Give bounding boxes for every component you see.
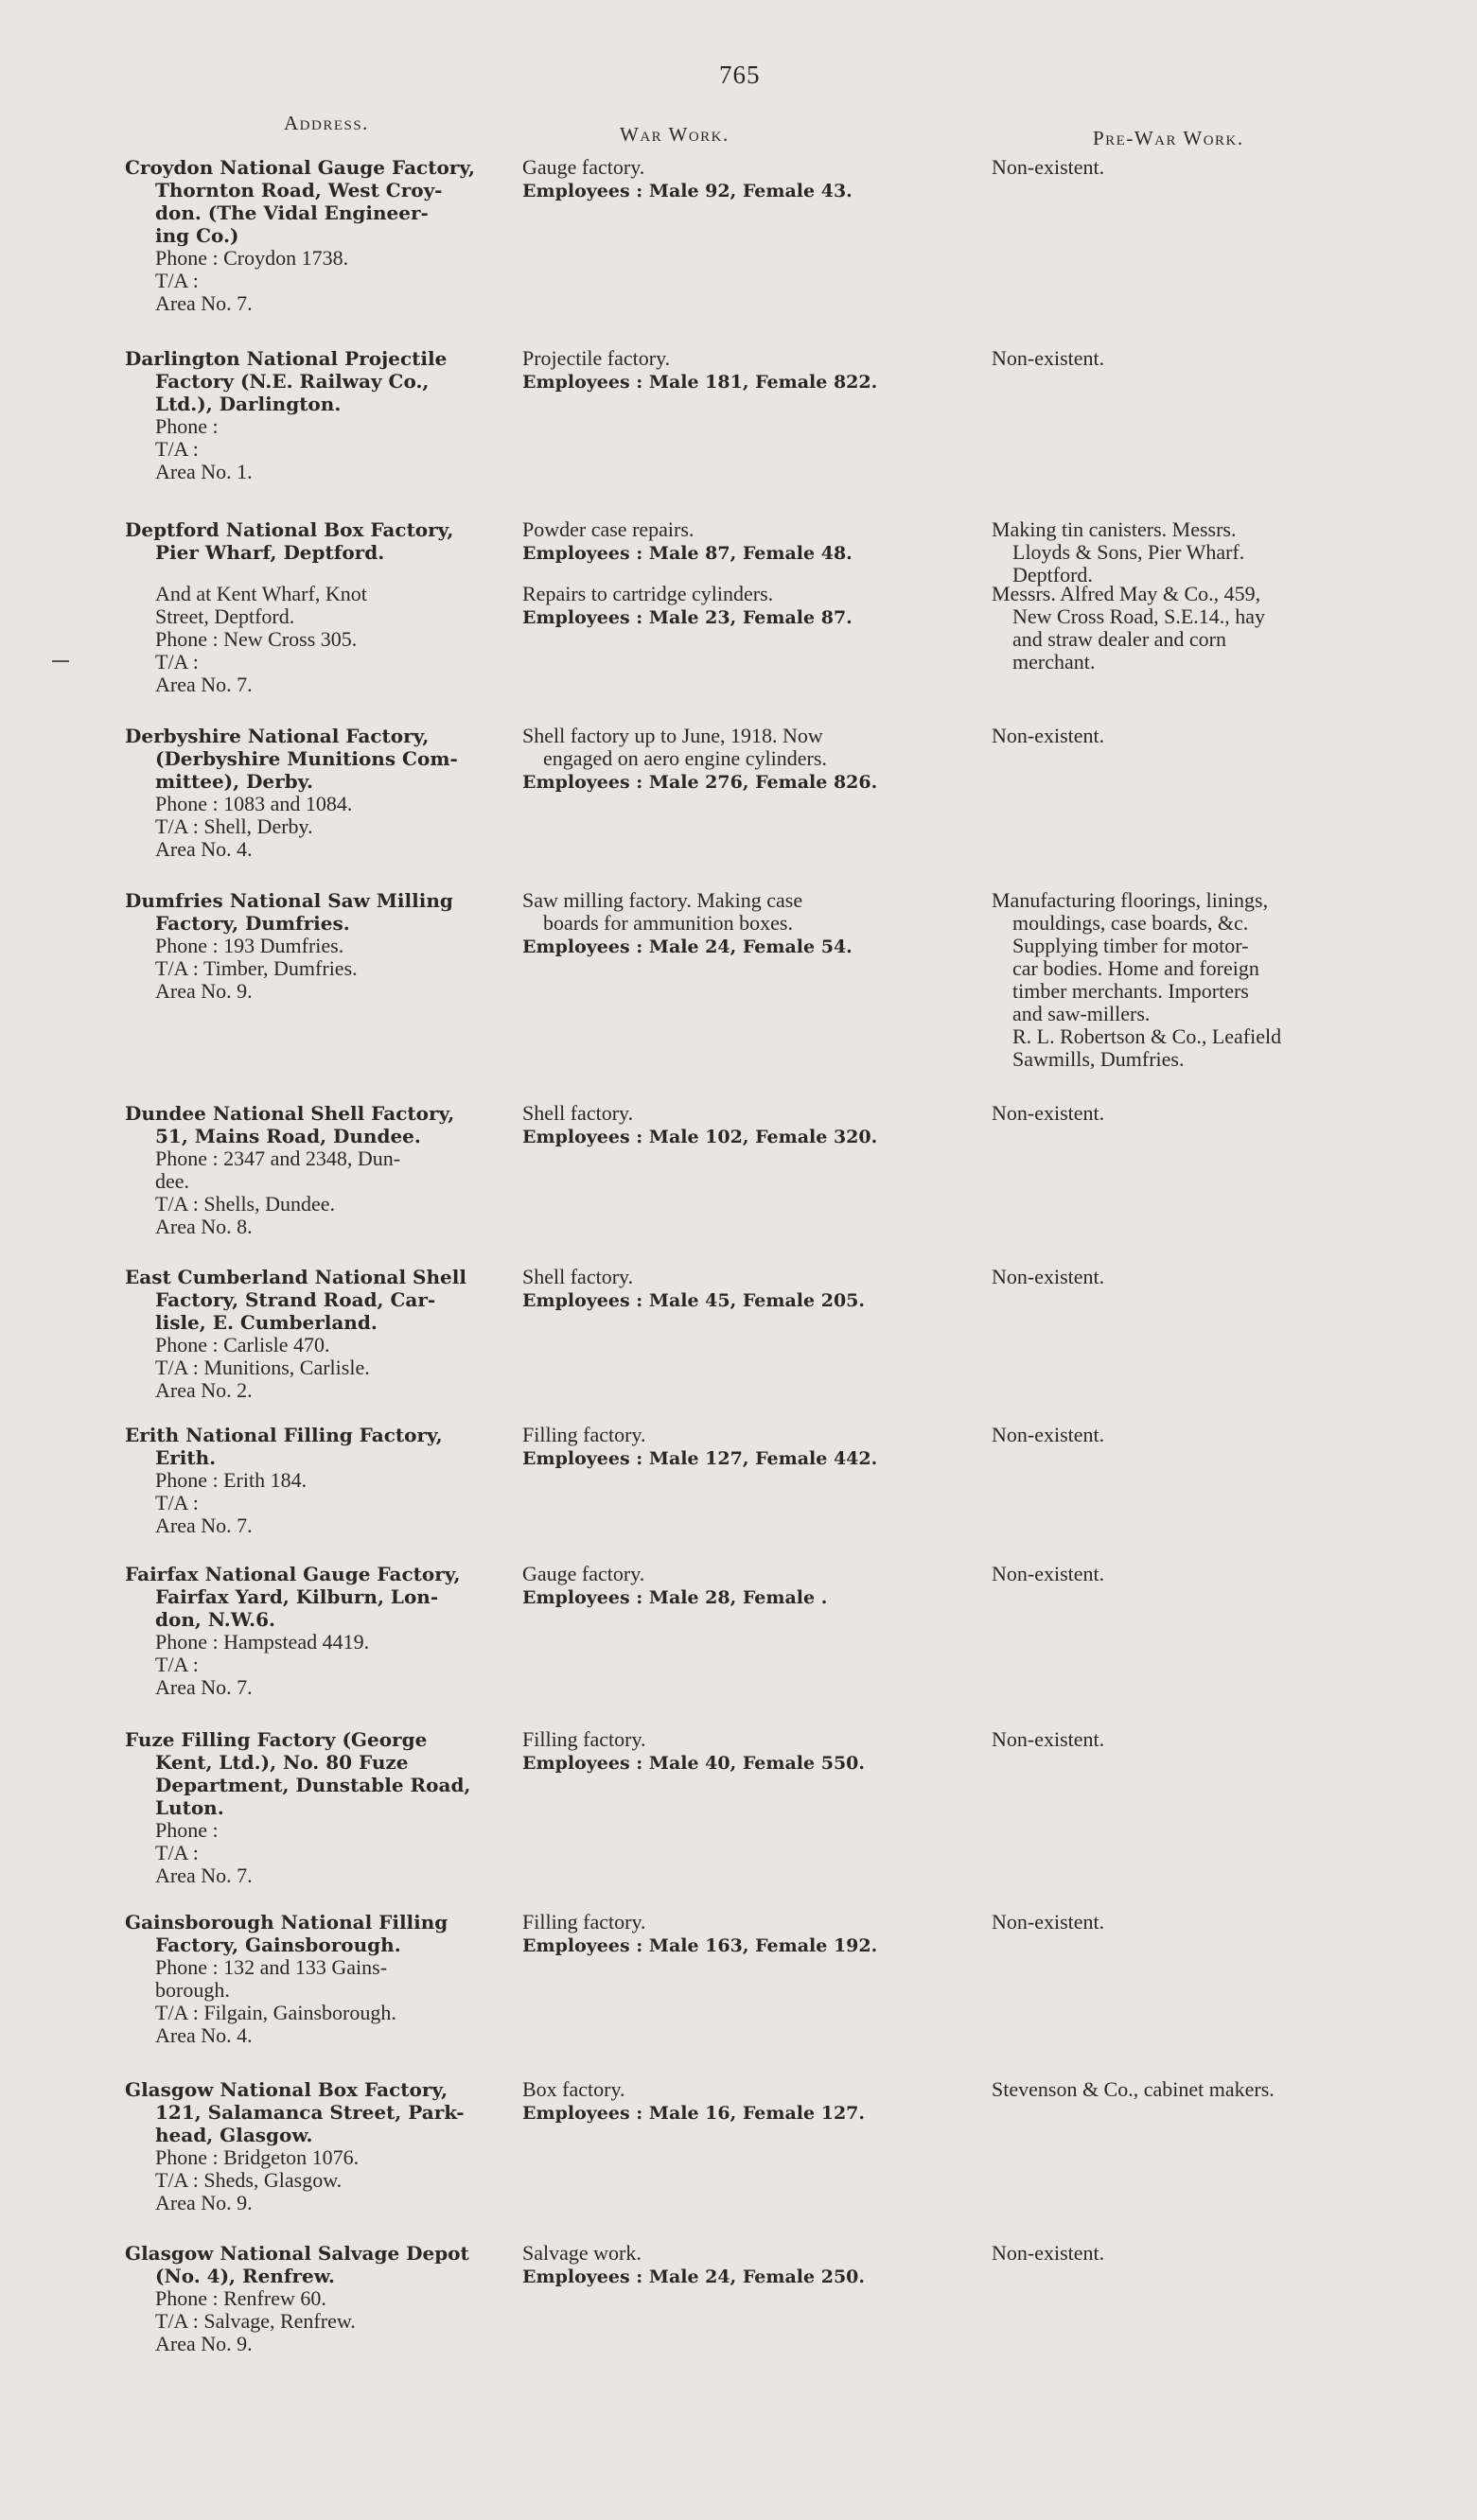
war-work-description: Repairs to cartridge cylinders. <box>522 582 774 605</box>
employees-count: Employees : Male 24, Female 250. <box>522 2266 866 2287</box>
address-cell <box>125 725 503 861</box>
area-number: Area No. 2. <box>155 1378 253 1402</box>
pre-war-work-cell <box>992 347 1380 370</box>
address-line: Street, Deptford. <box>155 604 295 628</box>
pre-war-description: Non-existent. <box>992 1562 1105 1585</box>
pre-war-description: Non-existent. <box>992 1423 1105 1446</box>
phone-line: Phone : Hampstead 4419. <box>155 1630 370 1654</box>
address-line: Luton. <box>155 1796 224 1819</box>
war-work-column-header: War Work. <box>620 123 730 146</box>
war-work-cell <box>522 156 920 203</box>
address-line: Erith. <box>155 1446 217 1469</box>
factory-name: Glasgow National Salvage Depot <box>125 2242 469 2265</box>
address-cell <box>125 156 503 315</box>
phone-line: Phone : 193 Dumfries. <box>155 934 344 957</box>
employees-count: Employees : Male 23, Female 87. <box>522 607 853 628</box>
factory-name: Derbyshire National Factory, <box>125 725 430 747</box>
employees-count: Employees : Male 40, Female 550. <box>522 1753 866 1774</box>
factory-name: Gainsborough National Filling <box>125 1911 448 1934</box>
pre-war-work-cell <box>992 1266 1380 1288</box>
address-line: Thornton Road, West Croy- <box>155 179 443 201</box>
war-work-cell <box>522 1266 920 1313</box>
war-work-description: Saw milling factory. Making case <box>522 888 803 912</box>
war-work-cell <box>522 725 920 795</box>
address-cell <box>125 518 503 564</box>
phone-line: Phone : Croydon 1738. <box>155 246 349 270</box>
phone-line: Phone : <box>155 414 219 438</box>
phone-line: Phone : Carlisle 470. <box>155 1333 330 1356</box>
pre-war-work-cell <box>992 2242 1380 2265</box>
employees-count: Employees : Male 16, Female 127. <box>522 2103 866 2124</box>
address-line: Pier Wharf, Deptford. <box>155 541 385 564</box>
factory-name: Dundee National Shell Factory, <box>125 1102 455 1125</box>
war-work-description: Shell factory. <box>522 1265 634 1288</box>
war-work-description: Gauge factory. <box>522 1562 645 1585</box>
address-line: Ltd.), Darlington. <box>155 393 342 415</box>
address-cell <box>125 1563 503 1699</box>
pre-war-description: mouldings, case boards, &c. <box>1012 911 1249 935</box>
pre-war-description: merchant. <box>1012 650 1096 674</box>
address-cell <box>125 347 503 483</box>
employees-count: Employees : Male 163, Female 192. <box>522 1935 878 1956</box>
area-number: Area No. 1. <box>155 460 253 483</box>
telegraphic-address: T/A : <box>155 437 199 461</box>
address-line: 121, Salamanca Street, Park- <box>155 2101 465 2124</box>
address-cell <box>125 1266 503 1402</box>
factory-name: Deptford National Box Factory, <box>125 518 454 541</box>
area-number: Area No. 4. <box>155 837 253 861</box>
telegraphic-address: T/A : Shell, Derby. <box>155 814 313 838</box>
war-work-cell <box>522 1911 920 1958</box>
address-line: mittee), Derby. <box>155 770 313 793</box>
pre-war-work-cell <box>992 725 1380 747</box>
employees-count: Employees : Male 276, Female 826. <box>522 772 878 793</box>
pre-war-work-cell <box>992 1728 1380 1751</box>
pre-war-description: and saw-millers. <box>1012 1002 1151 1025</box>
address-line: Factory (N.E. Railway Co., <box>155 370 430 393</box>
address-column-header: Address. <box>284 112 369 134</box>
pre-war-work-cell <box>992 889 1380 1071</box>
pre-war-work-cell <box>992 583 1380 674</box>
address-line: (No. 4), Renfrew. <box>155 2265 335 2287</box>
address-cell <box>125 1102 503 1238</box>
area-number: Area No. 4. <box>155 2023 253 2047</box>
area-number: Area No. 9. <box>155 2191 253 2214</box>
pre-war-work-cell <box>992 1563 1380 1585</box>
employees-count: Employees : Male 28, Female . <box>522 1587 828 1608</box>
address-cell <box>125 889 503 1003</box>
address-line: head, Glasgow. <box>155 2124 313 2146</box>
pre-war-description: New Cross Road, S.E.14., hay <box>1012 604 1266 628</box>
factory-name: Erith National Filling Factory, <box>125 1424 443 1446</box>
phone-line: Phone : 132 and 133 Gains- <box>155 1955 388 1979</box>
pre-war-description: Deptford. <box>1012 563 1093 586</box>
pre-war-description: Non-existent. <box>992 155 1105 179</box>
war-work-cell <box>522 2078 920 2126</box>
area-number: Area No. 7. <box>155 1864 253 1887</box>
war-work-cell <box>522 2242 920 2289</box>
phone-line: Phone : Bridgeton 1076. <box>155 2145 360 2169</box>
war-work-cell <box>522 1563 920 1610</box>
address-line: lisle, E. Cumberland. <box>155 1311 378 1334</box>
pre-war-description: Making tin canisters. Messrs. <box>992 517 1237 541</box>
telegraphic-address: T/A : <box>155 1653 199 1676</box>
factory-name: Fairfax National Gauge Factory, <box>125 1563 461 1585</box>
phone-line: Phone : Renfrew 60. <box>155 2286 326 2310</box>
pre-war-work-cell <box>992 1911 1380 1934</box>
address-cell <box>125 583 503 696</box>
pre-war-description: Lloyds & Sons, Pier Wharf. <box>1012 540 1245 564</box>
area-number: Area No. 7. <box>155 1514 253 1537</box>
pre-war-description: Manufacturing floorings, linings, <box>992 888 1269 912</box>
area-number: Area No. 7. <box>155 673 253 696</box>
employees-count: Employees : Male 45, Female 205. <box>522 1290 866 1311</box>
phone-line: Phone : 1083 and 1084. <box>155 792 353 815</box>
war-work-description: Powder case repairs. <box>522 517 695 541</box>
war-work-description: engaged on aero engine cylinders. <box>543 746 827 770</box>
war-work-cell <box>522 889 920 959</box>
telegraphic-address: T/A : Shells, Dundee. <box>155 1192 336 1216</box>
employees-count: Employees : Male 24, Female 54. <box>522 936 853 957</box>
pre-war-description: and straw dealer and corn <box>1012 627 1227 651</box>
phone-line-continued: borough. <box>155 1978 230 2002</box>
pre-war-description: Sawmills, Dumfries. <box>1012 1047 1185 1071</box>
phone-line: Phone : New Cross 305. <box>155 627 358 651</box>
area-number: Area No. 9. <box>155 2332 253 2355</box>
page-number: 765 <box>719 61 761 89</box>
pre-war-description: Non-existent. <box>992 724 1105 747</box>
factory-name: Glasgow National Box Factory, <box>125 2078 448 2101</box>
pre-war-work-cell <box>992 2078 1380 2101</box>
factory-name: East Cumberland National Shell <box>125 1266 466 1288</box>
pre-war-description: Stevenson & Co., cabinet makers. <box>992 2077 1275 2101</box>
pre-war-description: Non-existent. <box>992 346 1105 370</box>
address-cell <box>125 1424 503 1537</box>
address-cell <box>125 1728 503 1887</box>
pre-war-description: Non-existent. <box>992 1727 1105 1751</box>
pre-war-work-cell <box>992 1102 1380 1125</box>
war-work-description: Gauge factory. <box>522 155 645 179</box>
employees-count: Employees : Male 127, Female 442. <box>522 1448 878 1469</box>
address-line: Kent, Ltd.), No. 80 Fuze <box>155 1751 409 1774</box>
war-work-description: Box factory. <box>522 2077 625 2101</box>
address-line: don. (The Vidal Engineer- <box>155 201 429 224</box>
pre-war-description: R. L. Robertson & Co., Leafield <box>1012 1024 1282 1048</box>
address-cell <box>125 1911 503 2047</box>
pre-war-work-cell <box>992 156 1380 179</box>
war-work-description: Salvage work. <box>522 2241 642 2265</box>
pre-war-work-column-header: Pre-War Work. <box>1093 127 1244 149</box>
address-cell <box>125 2078 503 2214</box>
address-line: Factory, Dumfries. <box>155 912 350 935</box>
area-number: Area No. 7. <box>155 291 253 315</box>
margin-mark <box>52 660 69 662</box>
employees-count: Employees : Male 87, Female 48. <box>522 543 853 564</box>
employees-count: Employees : Male 181, Female 822. <box>522 372 878 393</box>
war-work-cell <box>522 1424 920 1471</box>
war-work-cell <box>522 1728 920 1776</box>
area-number: Area No. 7. <box>155 1675 253 1699</box>
pre-war-description: timber merchants. Importers <box>1012 979 1249 1003</box>
telegraphic-address: T/A : <box>155 269 199 292</box>
address-line: Factory, Strand Road, Car- <box>155 1288 436 1311</box>
phone-line: Phone : <box>155 1818 219 1842</box>
pre-war-description: Messrs. Alfred May & Co., 459, <box>992 582 1261 605</box>
phone-line: Phone : Erith 184. <box>155 1468 308 1492</box>
address-line: Fairfax Yard, Kilburn, Lon- <box>155 1585 439 1608</box>
pre-war-description: car bodies. Home and foreign <box>1012 956 1259 980</box>
factory-name: Dumfries National Saw Milling <box>125 889 453 912</box>
war-work-description: Projectile factory. <box>522 346 671 370</box>
factory-name: Fuze Filling Factory (George <box>125 1728 428 1751</box>
pre-war-description: Non-existent. <box>992 1910 1105 1934</box>
telegraphic-address: T/A : <box>155 650 199 674</box>
phone-line-continued: dee. <box>155 1169 190 1193</box>
address-line: (Derbyshire Munitions Com- <box>155 747 458 770</box>
war-work-description: Shell factory up to June, 1918. Now <box>522 724 823 747</box>
employees-count: Employees : Male 102, Female 320. <box>522 1127 878 1147</box>
address-line: ing Co.) <box>155 224 239 247</box>
telegraphic-address: T/A : <box>155 1841 199 1864</box>
telegraphic-address: T/A : Salvage, Renfrew. <box>155 2309 356 2333</box>
area-number: Area No. 8. <box>155 1215 253 1238</box>
pre-war-work-cell <box>992 1424 1380 1446</box>
pre-war-description: Non-existent. <box>992 2241 1105 2265</box>
war-work-description: boards for ammunition boxes. <box>543 911 793 935</box>
address-cell <box>125 2242 503 2355</box>
pre-war-description: Non-existent. <box>992 1265 1105 1288</box>
employees-count: Employees : Male 92, Female 43. <box>522 181 853 201</box>
address-line: Department, Dunstable Road, <box>155 1774 471 1796</box>
phone-line: Phone : 2347 and 2348, Dun- <box>155 1146 401 1170</box>
pre-war-description: Non-existent. <box>992 1101 1105 1125</box>
address-line: 51, Mains Road, Dundee. <box>155 1125 421 1147</box>
address-line: Factory, Gainsborough. <box>155 1934 401 1956</box>
pre-war-work-cell <box>992 518 1380 586</box>
telegraphic-address: T/A : <box>155 1491 199 1514</box>
factory-name: Darlington National Projectile <box>125 347 448 370</box>
war-work-cell <box>522 1102 920 1149</box>
war-work-description: Filling factory. <box>522 1727 646 1751</box>
war-work-description: Filling factory. <box>522 1910 646 1934</box>
telegraphic-address: T/A : Munitions, Carlisle. <box>155 1356 370 1379</box>
war-work-cell <box>522 583 920 630</box>
war-work-description: Shell factory. <box>522 1101 634 1125</box>
war-work-cell <box>522 518 920 566</box>
war-work-cell <box>522 347 920 394</box>
address-line: And at Kent Wharf, Knot <box>155 582 367 605</box>
address-line: don, N.W.6. <box>155 1608 275 1631</box>
telegraphic-address: T/A : Sheds, Glasgow. <box>155 2168 343 2192</box>
telegraphic-address: T/A : Timber, Dumfries. <box>155 956 358 980</box>
factory-name: Croydon National Gauge Factory, <box>125 156 475 179</box>
area-number: Area No. 9. <box>155 979 253 1003</box>
war-work-description: Filling factory. <box>522 1423 646 1446</box>
pre-war-description: Supplying timber for motor- <box>1012 934 1249 957</box>
telegraphic-address: T/A : Filgain, Gainsborough. <box>155 2001 396 2024</box>
